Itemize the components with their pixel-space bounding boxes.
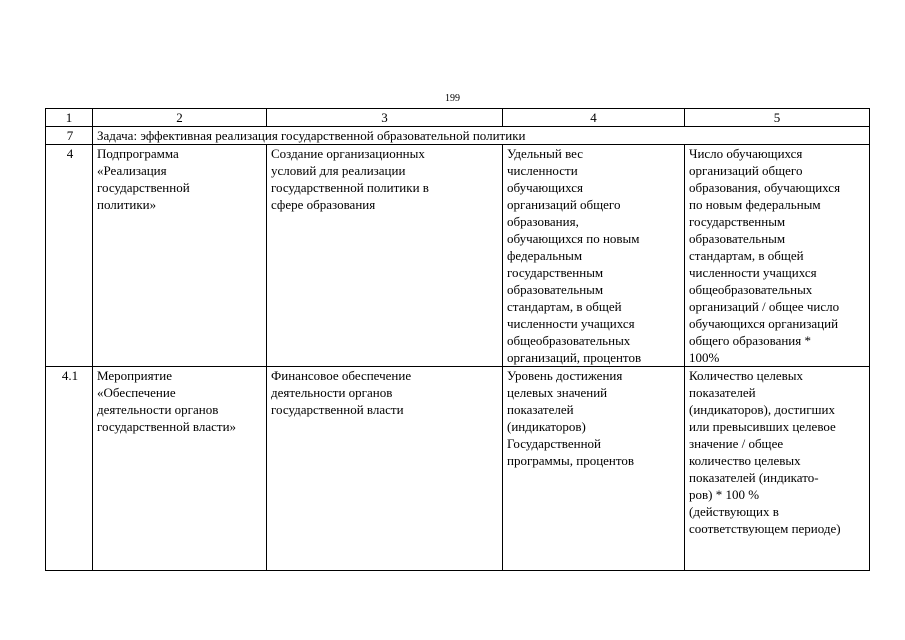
formula-cell: Количество целевых показателей (индикаторов), достигших или превысивших целевое значение / общее количество целевых показателей (индикато- ров) * 100 % (действующих в соответствующем периоде) — [685, 367, 870, 571]
column-number-header: 3 — [267, 109, 503, 127]
page-number: 199 — [445, 93, 460, 104]
table-row — [46, 367, 870, 571]
goal-cell: Создание организационных условий для реализации государственной политики в сфере образования — [267, 145, 503, 367]
program-name-cell: Подпрограмма «Реализация государственной политики» — [93, 145, 267, 367]
table-row-task — [46, 127, 870, 145]
column-number-header: 2 — [93, 109, 267, 127]
formula-cell: Число обучающихся организаций общего образования, обучающихся по новым федеральным государственным образовательным стандартам, в общей численности учащихся общеобразовательных организаций / общее число обучающихся организаций общего образования * 100% — [685, 145, 870, 367]
indicator-table — [45, 108, 870, 571]
row-number: 4.1 — [46, 367, 93, 571]
goal-cell: Финансовое обеспечение деятельности органов государственной власти — [267, 367, 503, 571]
task-description: Задача: эффективная реализация государственной образовательной политики — [93, 127, 870, 145]
row-number: 7 — [46, 127, 93, 145]
column-number-header: 5 — [685, 109, 870, 127]
indicator-cell: Уровень достижения целевых значений показателей (индикаторов) Государственной программы, процентов — [503, 367, 685, 571]
table-header-row — [46, 109, 870, 127]
table-row — [46, 145, 870, 367]
indicator-cell: Удельный вес численности обучающихся организаций общего образования, обучающихся по новым федеральным государственным образовательным стандартам, в общей численности учащихся общеобразовательных организаций, процентов — [503, 145, 685, 367]
program-name-cell: Мероприятие «Обеспечение деятельности органов государственной власти» — [93, 367, 267, 571]
column-number-header: 1 — [46, 109, 93, 127]
column-number-header: 4 — [503, 109, 685, 127]
row-number: 4 — [46, 145, 93, 367]
